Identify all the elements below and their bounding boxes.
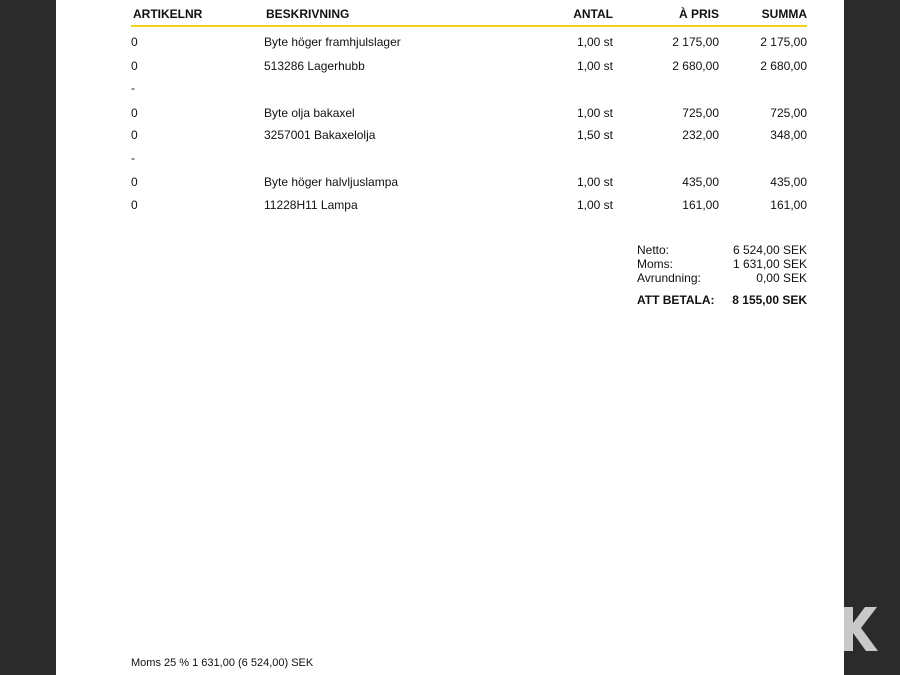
brand-logo-icon [843, 607, 879, 651]
totals-netto [637, 243, 807, 257]
totals-avrundning [637, 271, 807, 285]
invoice-page [56, 0, 844, 675]
cell-artikelnr: 0 [131, 106, 138, 120]
cell-artikelnr: 0 [131, 198, 138, 212]
cell-antal: 1,00 st [576, 59, 613, 73]
header-antal: ANTAL [573, 7, 613, 21]
cell-artikelnr: 0 [131, 175, 138, 189]
cell-summa: 161,00 [770, 198, 807, 212]
netto-value: 6 524,00 SEK [732, 243, 807, 257]
cell-beskrivning: Byte höger halvljuslampa [264, 175, 399, 189]
cell-summa: 2 175,00 [760, 35, 807, 49]
table-row [131, 35, 807, 51]
group-separator: - [131, 151, 135, 165]
totals-moms [637, 257, 807, 271]
cell-antal: 1,00 st [576, 175, 613, 189]
att-betala-value: 8 155,00 SEK [732, 293, 807, 307]
header-apris: À PRIS [678, 7, 719, 21]
cell-summa: 348,00 [770, 128, 807, 142]
moms-label: Moms: [637, 257, 673, 271]
cell-apris: 2 680,00 [672, 59, 719, 73]
att-betala-label: ATT BETALA: [637, 293, 715, 307]
cell-artikelnr: 0 [131, 35, 138, 49]
cell-summa: 2 680,00 [760, 59, 807, 73]
header-artikelnr: ARTIKELNR [133, 7, 203, 21]
cell-apris: 161,00 [682, 198, 719, 212]
cell-summa: 435,00 [770, 175, 807, 189]
moms-value: 1 631,00 SEK [732, 257, 807, 271]
cell-apris: 2 175,00 [672, 35, 719, 49]
avrundning-label: Avrundning: [637, 271, 701, 285]
cell-beskrivning: Byte höger framhjulslager [264, 35, 401, 49]
cell-summa: 725,00 [770, 106, 807, 120]
cell-antal: 1,00 st [576, 35, 613, 49]
cell-apris: 725,00 [682, 106, 719, 120]
header-beskrivning: BESKRIVNING [266, 7, 350, 21]
vat-note: Moms 25 % 1 631,00 (6 524,00) SEK [131, 657, 314, 669]
group-separator: - [131, 81, 135, 95]
table-header [131, 6, 807, 27]
cell-antal: 1,00 st [576, 198, 613, 212]
table-row [131, 198, 807, 214]
avrundning-value: 0,00 SEK [756, 271, 807, 285]
table-row [131, 106, 807, 122]
cell-apris: 435,00 [682, 175, 719, 189]
netto-label: Netto: [637, 243, 670, 257]
cell-beskrivning: Byte olja bakaxel [264, 106, 355, 120]
table-row [131, 59, 807, 75]
cell-beskrivning: 513286 Lagerhubb [264, 59, 365, 73]
table-row [131, 128, 807, 144]
cell-antal: 1,00 st [576, 106, 613, 120]
cell-artikelnr: 0 [131, 128, 138, 142]
cell-beskrivning: 3257001 Bakaxelolja [264, 128, 376, 142]
table-row [131, 175, 807, 191]
cell-artikelnr: 0 [131, 59, 138, 73]
cell-beskrivning: 11228H11 Lampa [264, 198, 358, 212]
header-summa: SUMMA [761, 7, 807, 21]
cell-antal: 1,50 st [576, 128, 613, 142]
cell-apris: 232,00 [682, 128, 719, 142]
totals-att-betala [637, 293, 807, 307]
